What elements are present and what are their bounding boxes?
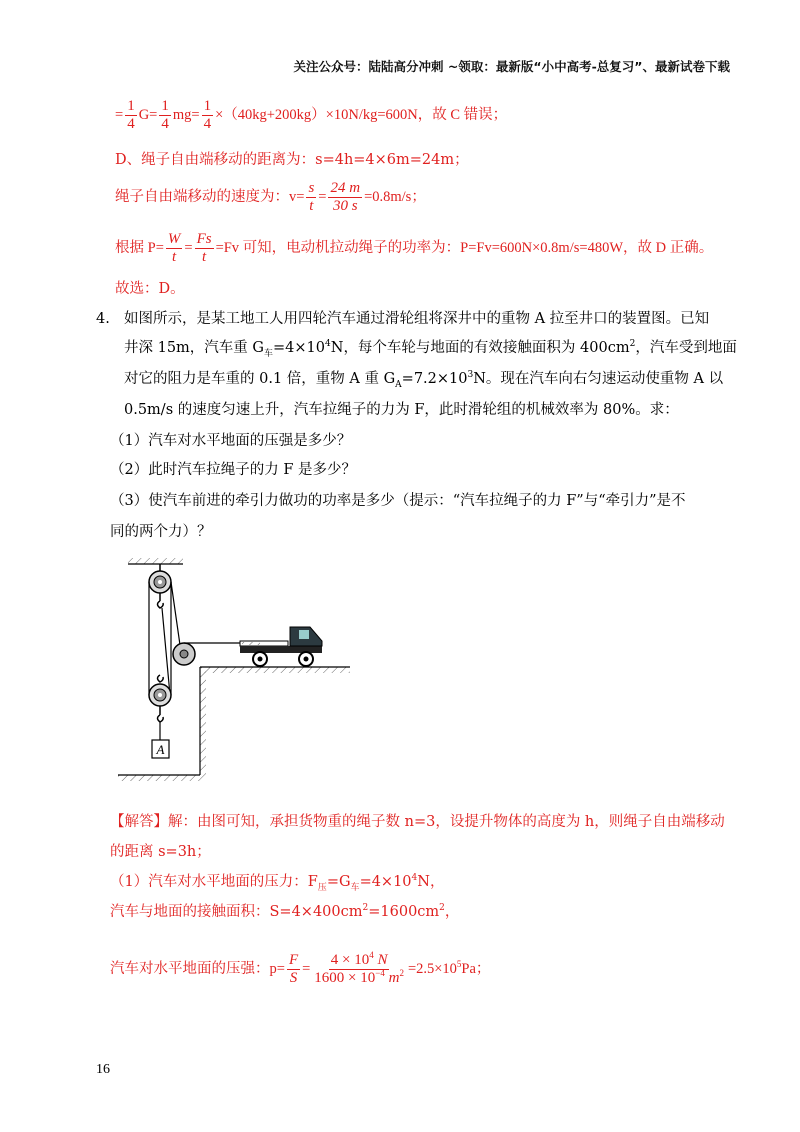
solution-intro	[110, 812, 725, 832]
text: =4×10	[273, 340, 326, 356]
fixed-pulley-axle	[158, 580, 162, 584]
rope-hook	[162, 608, 170, 695]
solution-power-line: 根据 P= $\frac{W}{t}$ = $\frac{Fs}{t}$ =Fv 可知，电动机拉动绳子的功率为：P=Fv=600N×0.8m/s=480W，故 D 正确。	[115, 231, 714, 265]
text: =Fv 可知，电动机拉动绳子的功率为：P=Fv=600N×0.8m/s=480W，故 D 正确。	[215, 239, 714, 256]
text: =2.5×10	[407, 960, 457, 977]
ceiling-hatch	[128, 558, 183, 564]
page-header: 关注公众号：陆陆高分冲刺 ~领取：最新版“小中高考-总复习”、最新试卷下载	[293, 59, 730, 74]
truck-wheel-2-hub	[304, 657, 309, 662]
text: ，汽车受到地面	[635, 340, 737, 356]
superscript: 2	[439, 903, 445, 914]
movable-pulley-top-hook	[158, 675, 164, 682]
text: N，每个车轮与地面的有效接触面积为 400cm	[330, 340, 630, 356]
text: Pa；	[461, 960, 491, 977]
movable-pulley-hook	[158, 715, 164, 722]
fraction-denominator: t	[309, 198, 314, 214]
fraction-numerator: 24 m	[330, 180, 361, 196]
question-line-2	[124, 338, 737, 358]
question-part-3-line-1: （3）使汽车前进的牵引力做功的功率是多少（提示：“汽车拉绳子的力 F”与“牵引力”是不	[110, 493, 686, 509]
text: 根据 P=	[115, 239, 164, 256]
fraction-numerator: W	[167, 231, 181, 247]
text: m	[384, 970, 400, 986]
subscript: A	[395, 379, 402, 390]
text: ，	[444, 904, 460, 920]
question-part-1: （1）汽车对水平地面的压强是多少？	[110, 433, 352, 449]
solution-pressure: 汽车对水平地面的压强：p= $\frac{F}{S}$ = $\frac{4 \times 10^4 N}{1600 \times 10^{-4} m^2}$ $=2.5\times 10^5Pa$；	[110, 950, 491, 986]
solution-tag: 【解答】	[110, 814, 168, 830]
superscript: 4	[325, 339, 331, 350]
subscript: 车	[350, 882, 360, 893]
fraction-denominator	[312, 970, 406, 987]
text: =4×10	[359, 874, 412, 890]
fixed-pulley-hook	[158, 601, 164, 608]
superscript: 5	[456, 959, 462, 969]
question-part-2: （2）此时汽车拉绳子的力 F 是多少？	[110, 462, 357, 478]
text: =0.8m/s；	[364, 188, 426, 205]
fraction-denominator: 4	[203, 116, 212, 132]
truck-bed-pattern	[242, 642, 260, 645]
text: 汽车对水平地面的压强：p=	[110, 960, 285, 977]
fraction-denominator: t	[172, 249, 177, 265]
text: 对它的阻力是车重的 0.1 倍，重物 A 重 G	[124, 371, 396, 387]
fraction-numerator: 1	[161, 98, 169, 114]
text: 井深 15m，汽车重 G	[124, 340, 265, 356]
text: 汽车与地面的接触面积：S=4×400cm	[110, 904, 363, 920]
superscript: 4	[369, 950, 374, 960]
text: =G	[326, 874, 351, 890]
text: ×（40kg+200kg）×10N/kg=600N，故 C 错误；	[215, 106, 508, 123]
question-line-4: 0.5m/s 的速度匀速上升，汽车拉绳子的力为 F，此时滑轮组的机械效率为 80%。求：	[124, 402, 679, 418]
text: =7.2×10	[401, 371, 468, 387]
solution-d-line: D、绳子自由端移动的距离为：s=4h=4×6m=24m；	[115, 152, 469, 168]
subscript: 压	[317, 882, 327, 893]
side-pulley-inner	[180, 650, 188, 658]
text: =1600cm	[368, 904, 440, 920]
truck-window	[299, 630, 309, 639]
movable-pulley-axle	[158, 693, 162, 697]
solution-contact-area	[110, 902, 459, 922]
page-number: 16	[96, 1062, 110, 1077]
rope-to-side	[171, 582, 180, 645]
question-part-3-line-2: 同的两个力）？	[110, 524, 212, 540]
pulley-diagram	[110, 555, 355, 795]
question-line-1: 如图所示，是某工地工人用四轮汽车通过滑轮组将深井中的重物 A 拉至井口的装置图。已知	[124, 311, 710, 327]
text: G=	[138, 106, 158, 123]
well-bottom-hatch	[118, 775, 200, 781]
text: 解：由图可知，承担货物重的绳子数 n=3，设提升物体的高度为 h，则绳子自由端移动	[168, 814, 725, 830]
solution-answer: 故选：D。	[115, 281, 185, 297]
superscript: 3	[467, 370, 474, 381]
text: mg=	[172, 106, 200, 123]
question-line-3	[124, 369, 723, 389]
text: N	[373, 952, 388, 968]
subscript: 车	[264, 348, 274, 359]
fraction-denominator: 4	[161, 116, 169, 132]
text: 1600 × 10	[314, 970, 376, 986]
text: 4 × 10	[330, 952, 370, 968]
fraction-denominator: t	[201, 249, 207, 265]
text: N。现在汽车向右匀速运动使重物 A 以	[473, 371, 724, 387]
superscript: 4	[411, 873, 418, 884]
solution-speed-line: 绳子自由端移动的速度为：v= $\frac{s}{t}$ = $\frac{24 m}{30 s}$ =0.8m/s；	[115, 180, 426, 214]
ground-hatch	[200, 667, 350, 673]
truck-wheel-1-hub	[258, 657, 263, 662]
solution-intro-line-2: 的距离 s=3h；	[110, 844, 211, 860]
text: 绳子自由端移动的速度为：v=	[115, 188, 305, 205]
fraction-numerator: 1	[127, 98, 135, 114]
fraction-numerator: s	[308, 180, 315, 196]
fraction-denominator: 30 s	[332, 198, 358, 214]
superscript: 2	[362, 903, 369, 914]
weight-a-label: A	[156, 742, 165, 757]
fraction-numerator: 1	[203, 98, 212, 114]
superscript: −4	[375, 968, 385, 978]
fraction-numerator: Fs	[196, 231, 212, 247]
solution-c-line	[115, 98, 507, 133]
fraction-numerator: F	[288, 952, 299, 968]
superscript: 2	[399, 968, 404, 978]
solution-part-1-force	[110, 872, 444, 892]
text: =	[115, 106, 124, 123]
text: （1）汽车对水平地面的压力：F	[110, 874, 318, 890]
fraction-denominator: S	[289, 970, 298, 986]
fraction-denominator: 4	[127, 116, 135, 132]
well-wall-hatch	[200, 667, 206, 781]
superscript: 2	[629, 339, 636, 350]
question-number: 4.	[96, 311, 110, 327]
text: N，	[417, 874, 445, 890]
